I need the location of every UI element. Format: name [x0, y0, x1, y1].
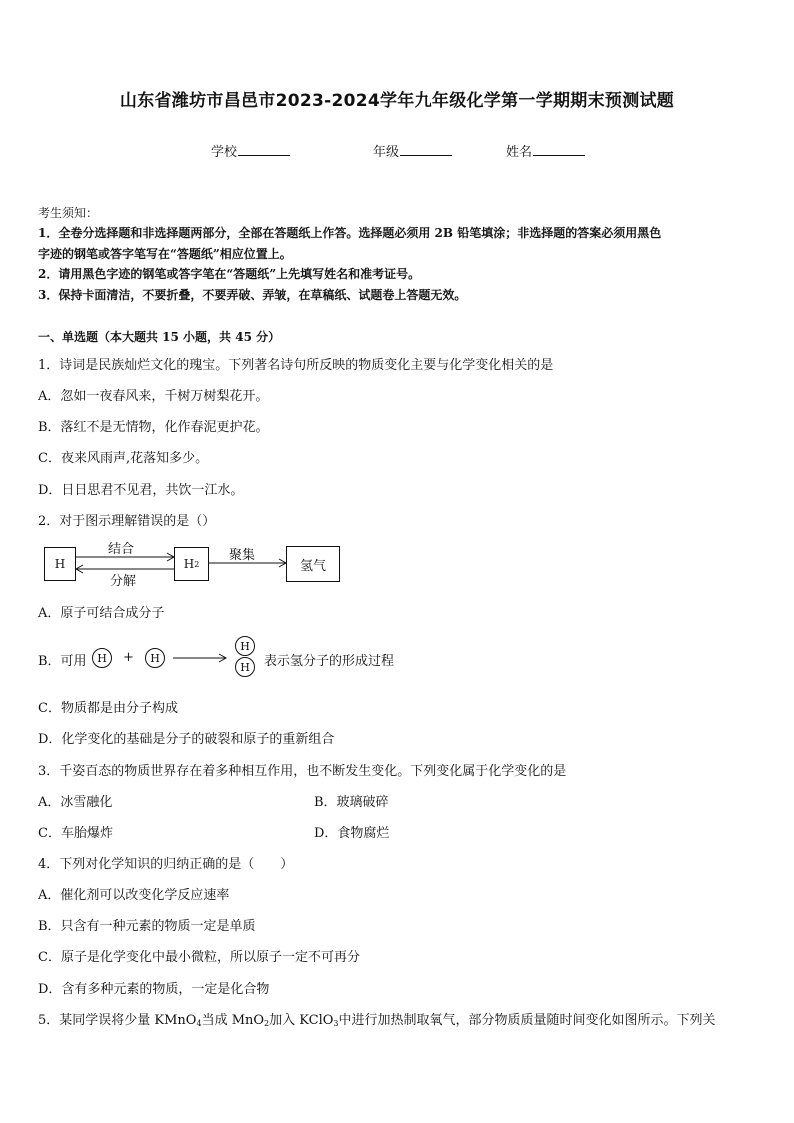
- page-title: 山东省潍坊市昌邑市2023-2024学年九年级化学第一学期期末预测试题: [119, 91, 675, 111]
- q1-option-d: D．日日思君不见君，共饮一江水。: [38, 483, 244, 498]
- q3-stem: 3．千姿百态的物质世界存在着多种相互作用，也不断发生变化。下列变化属于化学变化的是: [38, 764, 567, 779]
- q3-option-d: D．食物腐烂: [314, 826, 390, 841]
- q4-option-b: B．只含有一种元素的物质一定是单质: [38, 919, 256, 934]
- q1-stem: 1．诗词是民族灿烂文化的瑰宝。下列著名诗句所反映的物质变化主要与化学变化相关的是: [38, 358, 554, 373]
- q3-option-a: A．冰雪融化: [38, 795, 113, 810]
- q1-option-c: C．夜来风雨声,花落知多少。: [38, 451, 209, 466]
- q2-option-b-suffix: 表示氢分子的形成过程: [264, 654, 395, 669]
- diagram-gather-label: 聚集: [229, 548, 256, 563]
- grade-label: 年级: [373, 145, 400, 160]
- q3-option-b: B．玻璃破碎: [314, 795, 389, 810]
- diagram-molecule-label: H: [183, 557, 195, 571]
- diagram-molecule-box: [174, 547, 209, 581]
- notice-heading: 考生须知：: [38, 206, 99, 220]
- notice-item-1: 1．全卷分选择题和非选择题两部分，全部在答题纸上作答。选择题必须用 2B 铅笔填涂；非选择题的答案必须用黑色: [38, 226, 662, 240]
- q2-plus-sign: +: [123, 650, 134, 665]
- notice-item-2: 2．请用黑色字迹的钢笔或答字笔在“答题纸”上先填写姓名和准考证号。: [38, 267, 421, 281]
- diagram-decompose-label: 分解: [110, 574, 137, 589]
- q2-option-b-prefix: B．可用: [38, 654, 87, 669]
- diagram-atom-label: H: [54, 557, 66, 571]
- diagram-molecule-subscript: 2: [194, 559, 200, 569]
- q2-stem: 2．对于图示理解错误的是（）: [38, 514, 216, 529]
- q4-option-c: C．原子是化学变化中最小微粒，所以原子一定不可再分: [38, 950, 360, 965]
- hydrogen-molecule-atom-icon: H: [235, 657, 255, 677]
- notice-item-3: 3．保持卡面清洁，不要折叠，不要弄破、弄皱，在草稿纸、试题卷上答题无效。: [38, 288, 467, 302]
- hydrogen-molecule-atom-icon: H: [235, 636, 255, 656]
- notice-item-1-cont: 字迹的钢笔或答字笔写在“答题纸”相应位置上。: [38, 247, 292, 261]
- diagram-hydrogen-gas-box: [286, 546, 340, 582]
- q2-option-c: C．物质都是由分子构成: [38, 701, 178, 716]
- hydrogen-atom-icon: H: [145, 648, 165, 668]
- diagram-hydrogen-gas-label: 氢气: [299, 558, 326, 574]
- q3-option-c: C．车胎爆炸: [38, 826, 113, 841]
- q4-option-a: A．催化剂可以改变化学反应速率: [38, 888, 230, 903]
- name-label: 姓名: [506, 145, 533, 160]
- hydrogen-atom-icon: H: [92, 648, 112, 668]
- diagram-combine-label: 结合: [108, 542, 135, 557]
- q1-option-b: B．落红不是无情物，化作春泥更护花。: [38, 420, 269, 435]
- q2-option-d: D．化学变化的基础是分子的破裂和原子的重新组合: [38, 732, 335, 747]
- section-heading: 一、单选题（本大题共 15 小题，共 45 分）: [38, 330, 281, 344]
- q4-stem: 4．下列对化学知识的归纳正确的是（ ）: [38, 857, 294, 872]
- q4-option-d: D．含有多种元素的物质，一定是化合物: [38, 982, 270, 997]
- q2-option-a: A．原子可结合成分子: [38, 606, 165, 621]
- school-label: 学校: [211, 145, 238, 160]
- q5-stem: 5．某同学误将少量 KMnO$_4$当成 MnO$_2$加入 KClO$_3$中进行加热制取氧气，部分物质质量随时间变化如图所示。下列关: [38, 1013, 716, 1028]
- diagram-atom-box: [44, 547, 76, 581]
- q1-option-a: A．忽如一夜春风来，千树万树梨花开。: [38, 389, 269, 404]
